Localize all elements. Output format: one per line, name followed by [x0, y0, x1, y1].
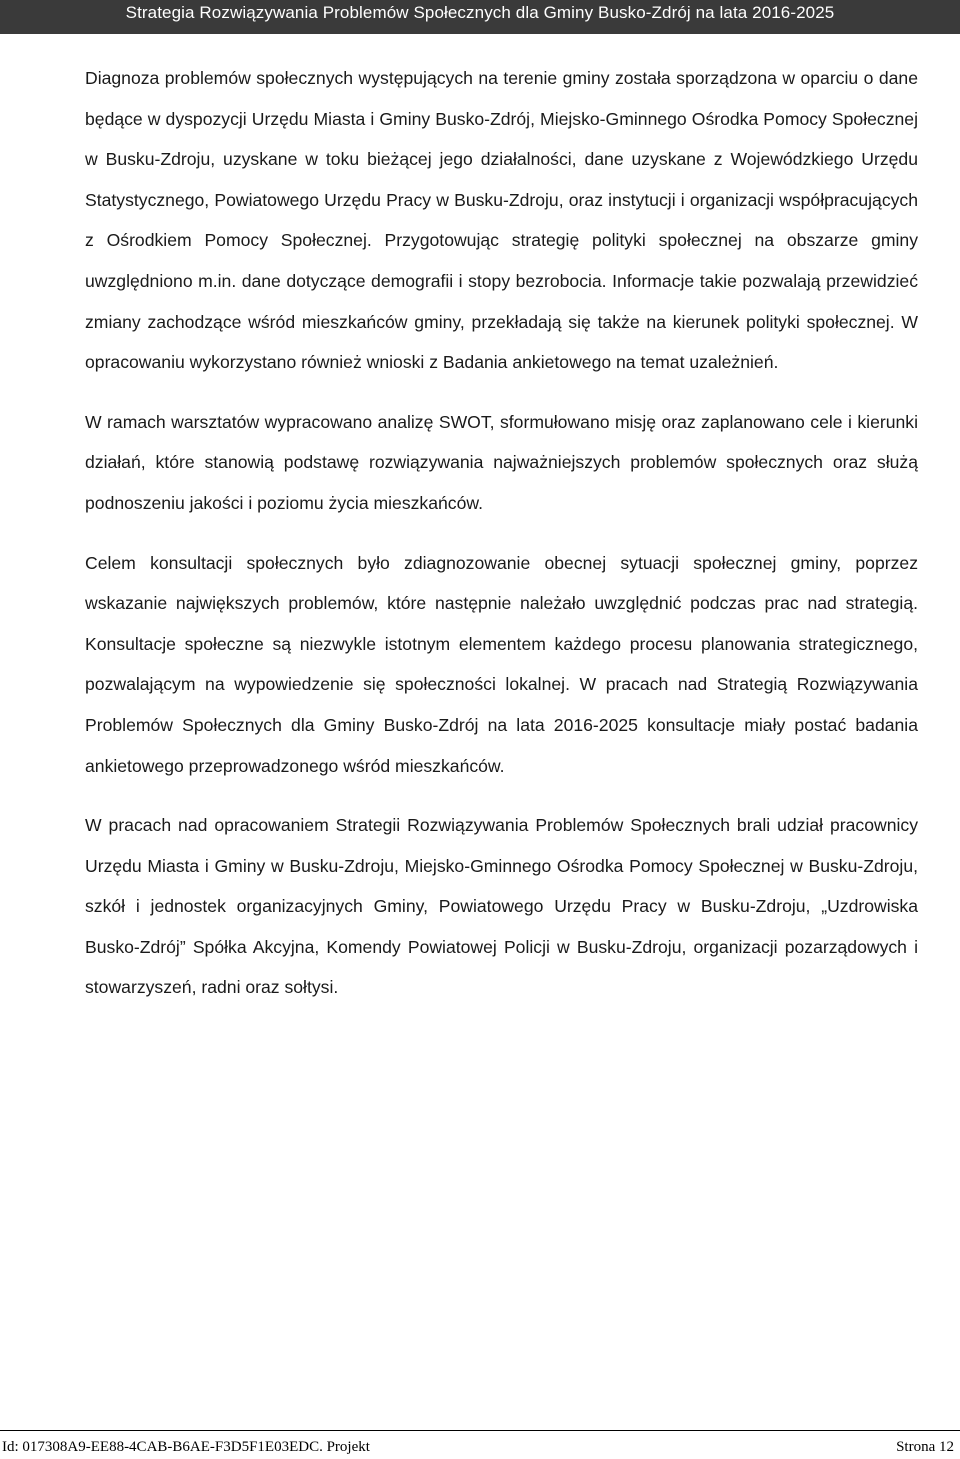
- paragraph-workshops: W ramach warsztatów wypracowano analizę SWOT, sformułowano misję oraz zaplanowano cele i kierunki działań, które stanowią podstawę rozwiązywania najważniejszych problemów społecznych oraz służą podnoszeniu jakości i poziomu życia mieszkańców.: [85, 411, 918, 513]
- page-number: Strona 12: [896, 1439, 954, 1455]
- document-body: [85, 58, 918, 1027]
- document-id: Id: 017308A9-EE88-4CAB-B6AE-F3D5F1E03EDC. Projekt: [2, 1439, 370, 1455]
- paragraph-consultations: Celem konsultacji społecznych było zdiagnozowanie obecnej sytuacji społecznej gminy, poprzez wskazanie największych problemów, które następnie należało uwzględnić podczas prac nad strategią. Konsultacje społeczne są niezwykle istotnym elementem każdego procesu planowania strategicznego, pozwalającym na wypowiedzenie się społeczności lokalnej. W pracach nad Strategią Rozwiązywania Problemów Społecznych dla Gminy Busko-Zdrój na lata 2016-2025 konsultacje miały postać badania ankietowego przeprowadzonego wśród mieszkańców.: [85, 552, 918, 776]
- document-title: Strategia Rozwiązywania Problemów Społecznych dla Gminy Busko-Zdrój na lata 2016-2025: [125, 3, 835, 22]
- paragraph-participants: W pracach nad opracowaniem Strategii Rozwiązywania Problemów Społecznych brali udział pracownicy Urzędu Miasta i Gminy w Busku-Zdroju, Miejsko-Gminnego Ośrodka Pomocy Społecznej w Busku-Zdroju, szkół i jednostek organizacyjnych Gminy, Powiatowego Urzędu Pracy w Busku-Zdroju, „Uzdrowiska Busko-Zdrój” Spółka Akcyjna, Komendy Powiatowej Policji w Busku-Zdroju, organizacji pozarządowych i stowarzyszeń, radni oraz sołtysi.: [85, 815, 918, 998]
- paragraph-diagnosis: Diagnoza problemów społecznych występujących na terenie gminy została sporządzona w oparciu o dane będące w dyspozycji Urzędu Miasta i Gminy Busko-Zdrój, Miejsko-Gminnego Ośrodka Pomocy Społecznej w Busku-Zdroju, uzyskane w toku bieżącej jego działalności, dane uzyskane z Wojewódzkiego Urzędu Statystycznego, Powiatowego Urzędu Pracy w Busku-Zdroju, oraz instytucji i organizacji współpracujących z Ośrodkiem Pomocy Społecznej. Przygotowując strategię polityki społecznej na obszarze gminy uwzględniono m.in. dane dotyczące demografii i stopy bezrobocia. Informacje takie pozwalają przewidzieć zmiany zachodzące wśród mieszkańców gminy, przekładają się także na kierunek polityki społecznej. W opracowaniu wykorzystano również wnioski z Badania ankietowego na temat uzależnień.: [85, 68, 918, 373]
- page-header: [0, 0, 960, 34]
- page-footer: [0, 1430, 960, 1459]
